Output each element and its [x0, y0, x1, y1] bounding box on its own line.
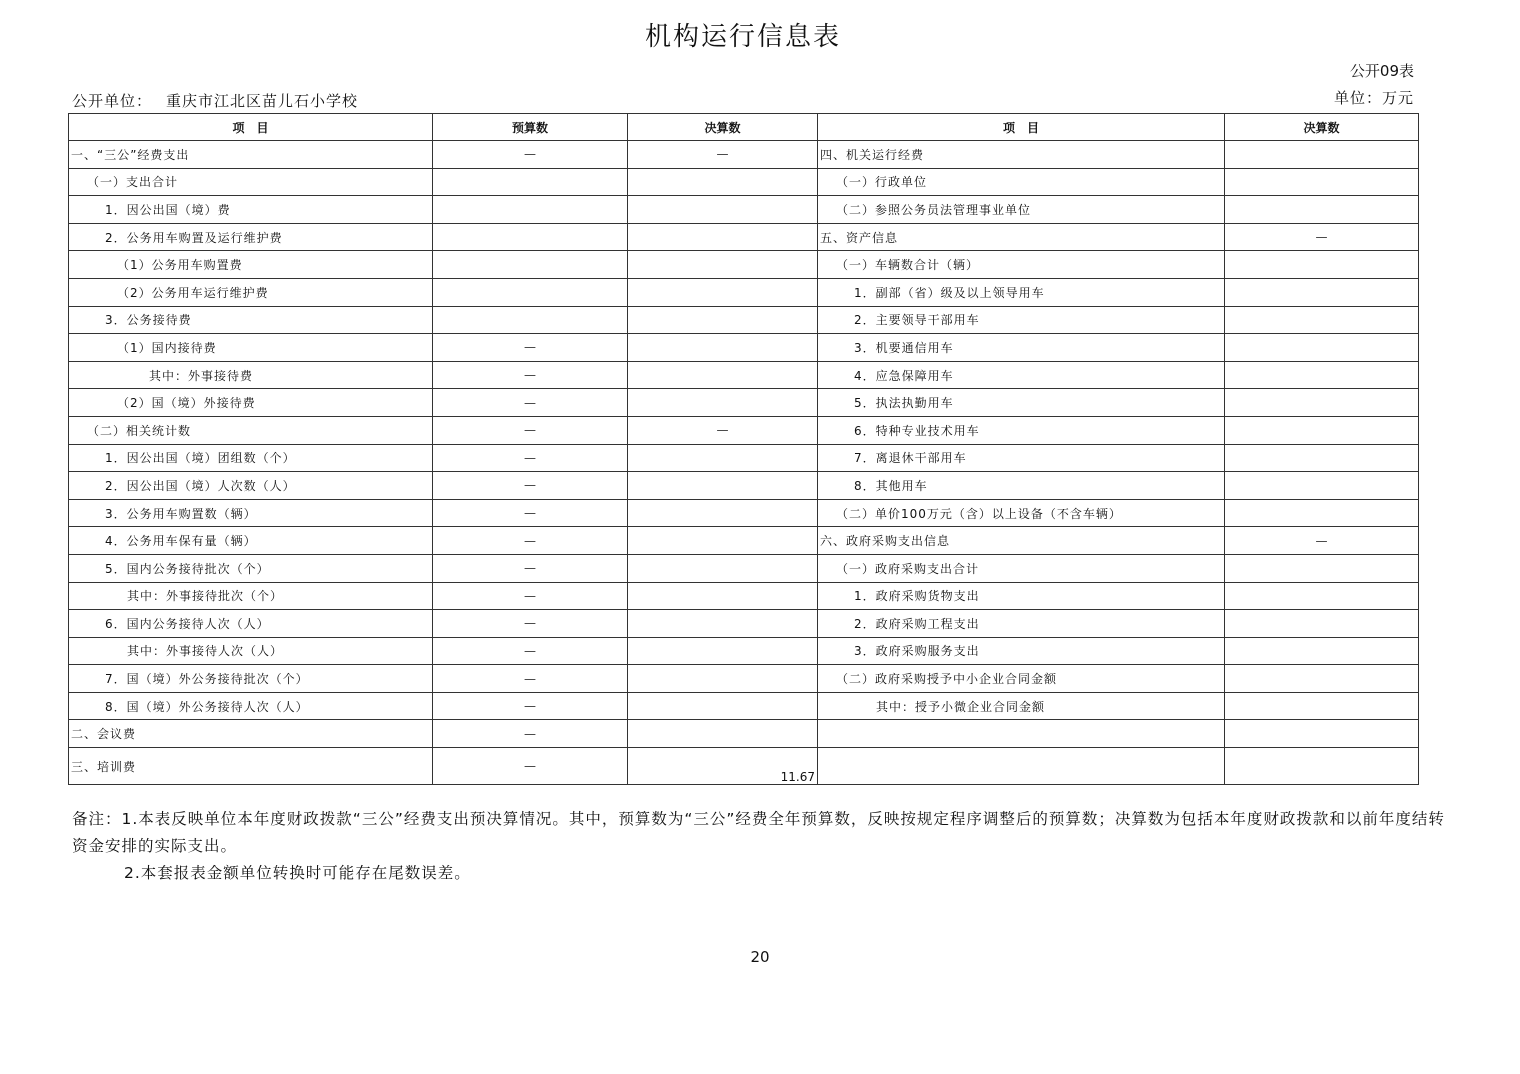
table-row: [69, 665, 1419, 693]
row-item: （二）相关统计数: [69, 416, 433, 444]
table-row: [69, 306, 1419, 334]
row-item: （2）公务用车运行维护费: [69, 278, 433, 306]
row-right-item: 2．政府采购工程支出: [818, 610, 1225, 638]
table-row: [69, 610, 1419, 638]
table-row: [69, 444, 1419, 472]
row-right-final: [1225, 748, 1419, 785]
row-right-item: （一）行政单位: [818, 168, 1225, 196]
row-right-final: [1225, 692, 1419, 720]
row-final: [628, 610, 818, 638]
row-budget: [433, 306, 628, 334]
row-right-final: [1225, 251, 1419, 279]
row-item: 7．国（境）外公务接待批次（个）: [69, 665, 433, 693]
row-final: [628, 278, 818, 306]
row-right-final: [1225, 334, 1419, 362]
row-final: [628, 334, 818, 362]
row-right-final: —: [1225, 223, 1419, 251]
row-right-final: [1225, 168, 1419, 196]
remark-1: 备注：1.本表反映单位本年度财政拨款“三公”经费支出预决算情况。其中，预算数为“三公”经费全年预算数，反映按规定程序调整后的预算数；决算数为包括本年度财政拨款和以前年度结转资金安排的实际支出。: [72, 810, 1445, 855]
reporting-unit: [72, 90, 358, 111]
row-right-item: 其中：授予小微企业合同金额: [818, 692, 1225, 720]
row-item: 其中：外事接待费: [69, 361, 433, 389]
table-row: [69, 720, 1419, 748]
row-budget: [433, 168, 628, 196]
row-item: 1．因公出国（境）团组数（个）: [69, 444, 433, 472]
row-final: [628, 582, 818, 610]
row-budget: —: [433, 141, 628, 169]
table-row: [69, 389, 1419, 417]
header-final-left: 决算数: [628, 114, 818, 141]
row-budget: [433, 251, 628, 279]
table-row: [69, 692, 1419, 720]
row-item: 8．国（境）外公务接待人次（人）: [69, 692, 433, 720]
row-final: [628, 472, 818, 500]
row-right-final: [1225, 665, 1419, 693]
row-budget: [433, 278, 628, 306]
row-item: （1）国内接待费: [69, 334, 433, 362]
row-final: [628, 554, 818, 582]
table-header-row: [69, 114, 1419, 141]
row-final: [628, 499, 818, 527]
row-final: —: [628, 416, 818, 444]
money-unit: 单位：万元: [1333, 89, 1414, 107]
row-final: [628, 692, 818, 720]
row-right-item: （一）政府采购支出合计: [818, 554, 1225, 582]
remarks: [72, 806, 1454, 887]
row-right-item: 1．副部（省）级及以上领导用车: [818, 278, 1225, 306]
header-budget: 预算数: [433, 114, 628, 141]
row-budget: —: [433, 610, 628, 638]
row-item: 2．公务用车购置及运行维护费: [69, 223, 433, 251]
row-item: 6．国内公务接待人次（人）: [69, 610, 433, 638]
row-right-item: （二）单价100万元（含）以上设备（不含车辆）: [818, 499, 1225, 527]
row-budget: —: [433, 748, 628, 785]
row-right-final: [1225, 196, 1419, 224]
table-row: [69, 141, 1419, 169]
row-final: [628, 527, 818, 555]
institution-info-table: [68, 113, 1419, 785]
form-number: 公开09表: [1349, 62, 1414, 80]
row-right-final: [1225, 306, 1419, 334]
row-right-final: —: [1225, 527, 1419, 555]
row-budget: —: [433, 692, 628, 720]
row-item: 2．因公出国（境）人次数（人）: [69, 472, 433, 500]
remark-2: 2.本套报表金额单位转换时可能存在尾数误差。: [124, 864, 471, 882]
row-budget: —: [433, 416, 628, 444]
row-right-item: 3．机要通信用车: [818, 334, 1225, 362]
row-final: [628, 196, 818, 224]
table-row: [69, 416, 1419, 444]
row-right-final: [1225, 554, 1419, 582]
row-final: 11.67: [628, 748, 818, 785]
row-right-item: 3．政府采购服务支出: [818, 637, 1225, 665]
page-title: 机构运行信息表: [644, 22, 841, 52]
row-budget: [433, 223, 628, 251]
table-row: [69, 223, 1419, 251]
row-budget: —: [433, 554, 628, 582]
table-row: [69, 472, 1419, 500]
row-right-item: 8．其他用车: [818, 472, 1225, 500]
row-item: 一、“三公”经费支出: [69, 141, 433, 169]
row-right-final: [1225, 582, 1419, 610]
table-row: [69, 334, 1419, 362]
row-right-final: [1225, 389, 1419, 417]
row-budget: —: [433, 472, 628, 500]
unit-label: 公开单位：: [72, 92, 153, 110]
row-final: [628, 665, 818, 693]
header-item-left: 项 目: [69, 114, 433, 141]
row-right-final: [1225, 637, 1419, 665]
table-row: [69, 499, 1419, 527]
row-item: 4．公务用车保有量（辆）: [69, 527, 433, 555]
row-budget: —: [433, 361, 628, 389]
header-item-right: 项 目: [818, 114, 1225, 141]
row-final: [628, 444, 818, 472]
row-budget: —: [433, 334, 628, 362]
row-right-item: 五、资产信息: [818, 223, 1225, 251]
row-right-item: 6．特种专业技术用车: [818, 416, 1225, 444]
row-item: 3．公务接待费: [69, 306, 433, 334]
unit-org-name: 重庆市江北区苗儿石小学校: [166, 92, 359, 110]
row-final: [628, 168, 818, 196]
row-item: （一）支出合计: [69, 168, 433, 196]
row-item: 二、会议费: [69, 720, 433, 748]
row-budget: [433, 196, 628, 224]
row-right-item: 六、政府采购支出信息: [818, 527, 1225, 555]
table-row: [69, 582, 1419, 610]
table-row: [69, 196, 1419, 224]
row-budget: —: [433, 582, 628, 610]
table-row: [69, 637, 1419, 665]
table-row: [69, 251, 1419, 279]
row-item: 三、培训费: [69, 748, 433, 785]
row-right-final: [1225, 472, 1419, 500]
row-right-item: （二）参照公务员法管理事业单位: [818, 196, 1225, 224]
table-row: [69, 361, 1419, 389]
row-budget: —: [433, 499, 628, 527]
row-right-item: 2．主要领导干部用车: [818, 306, 1225, 334]
row-final: [628, 251, 818, 279]
row-budget: —: [433, 665, 628, 693]
row-budget: —: [433, 444, 628, 472]
row-final: [628, 637, 818, 665]
row-right-item: 7．离退休干部用车: [818, 444, 1225, 472]
row-item: 5．国内公务接待批次（个）: [69, 554, 433, 582]
row-right-final: [1225, 444, 1419, 472]
row-right-item: [818, 748, 1225, 785]
row-budget: —: [433, 720, 628, 748]
row-item: 其中：外事接待批次（个）: [69, 582, 433, 610]
row-final: [628, 389, 818, 417]
row-budget: —: [433, 389, 628, 417]
table-row: [69, 278, 1419, 306]
page-number: 20: [750, 948, 770, 966]
row-right-final: [1225, 278, 1419, 306]
row-final: [628, 361, 818, 389]
table-row: [69, 168, 1419, 196]
row-right-final: [1225, 361, 1419, 389]
row-right-item: 1．政府采购货物支出: [818, 582, 1225, 610]
row-right-final: [1225, 416, 1419, 444]
row-right-item: [818, 720, 1225, 748]
row-item: 其中：外事接待人次（人）: [69, 637, 433, 665]
row-final: —: [628, 141, 818, 169]
row-right-item: 5．执法执勤用车: [818, 389, 1225, 417]
table-row: [69, 527, 1419, 555]
row-budget: —: [433, 527, 628, 555]
row-item: 1．因公出国（境）费: [69, 196, 433, 224]
row-item: （1）公务用车购置费: [69, 251, 433, 279]
table-row: [69, 748, 1419, 785]
row-item: （2）国（境）外接待费: [69, 389, 433, 417]
table-row: [69, 554, 1419, 582]
row-right-final: [1225, 610, 1419, 638]
row-right-item: （一）车辆数合计（辆）: [818, 251, 1225, 279]
row-right-final: [1225, 720, 1419, 748]
row-item: 3．公务用车购置数（辆）: [69, 499, 433, 527]
row-budget: —: [433, 637, 628, 665]
row-right-item: 4．应急保障用车: [818, 361, 1225, 389]
row-right-final: [1225, 499, 1419, 527]
row-final: [628, 720, 818, 748]
row-final: [628, 223, 818, 251]
header-final-right: 决算数: [1225, 114, 1419, 141]
row-final: [628, 306, 818, 334]
row-right-item: （二）政府采购授予中小企业合同金额: [818, 665, 1225, 693]
row-right-item: 四、机关运行经费: [818, 141, 1225, 169]
row-right-final: [1225, 141, 1419, 169]
